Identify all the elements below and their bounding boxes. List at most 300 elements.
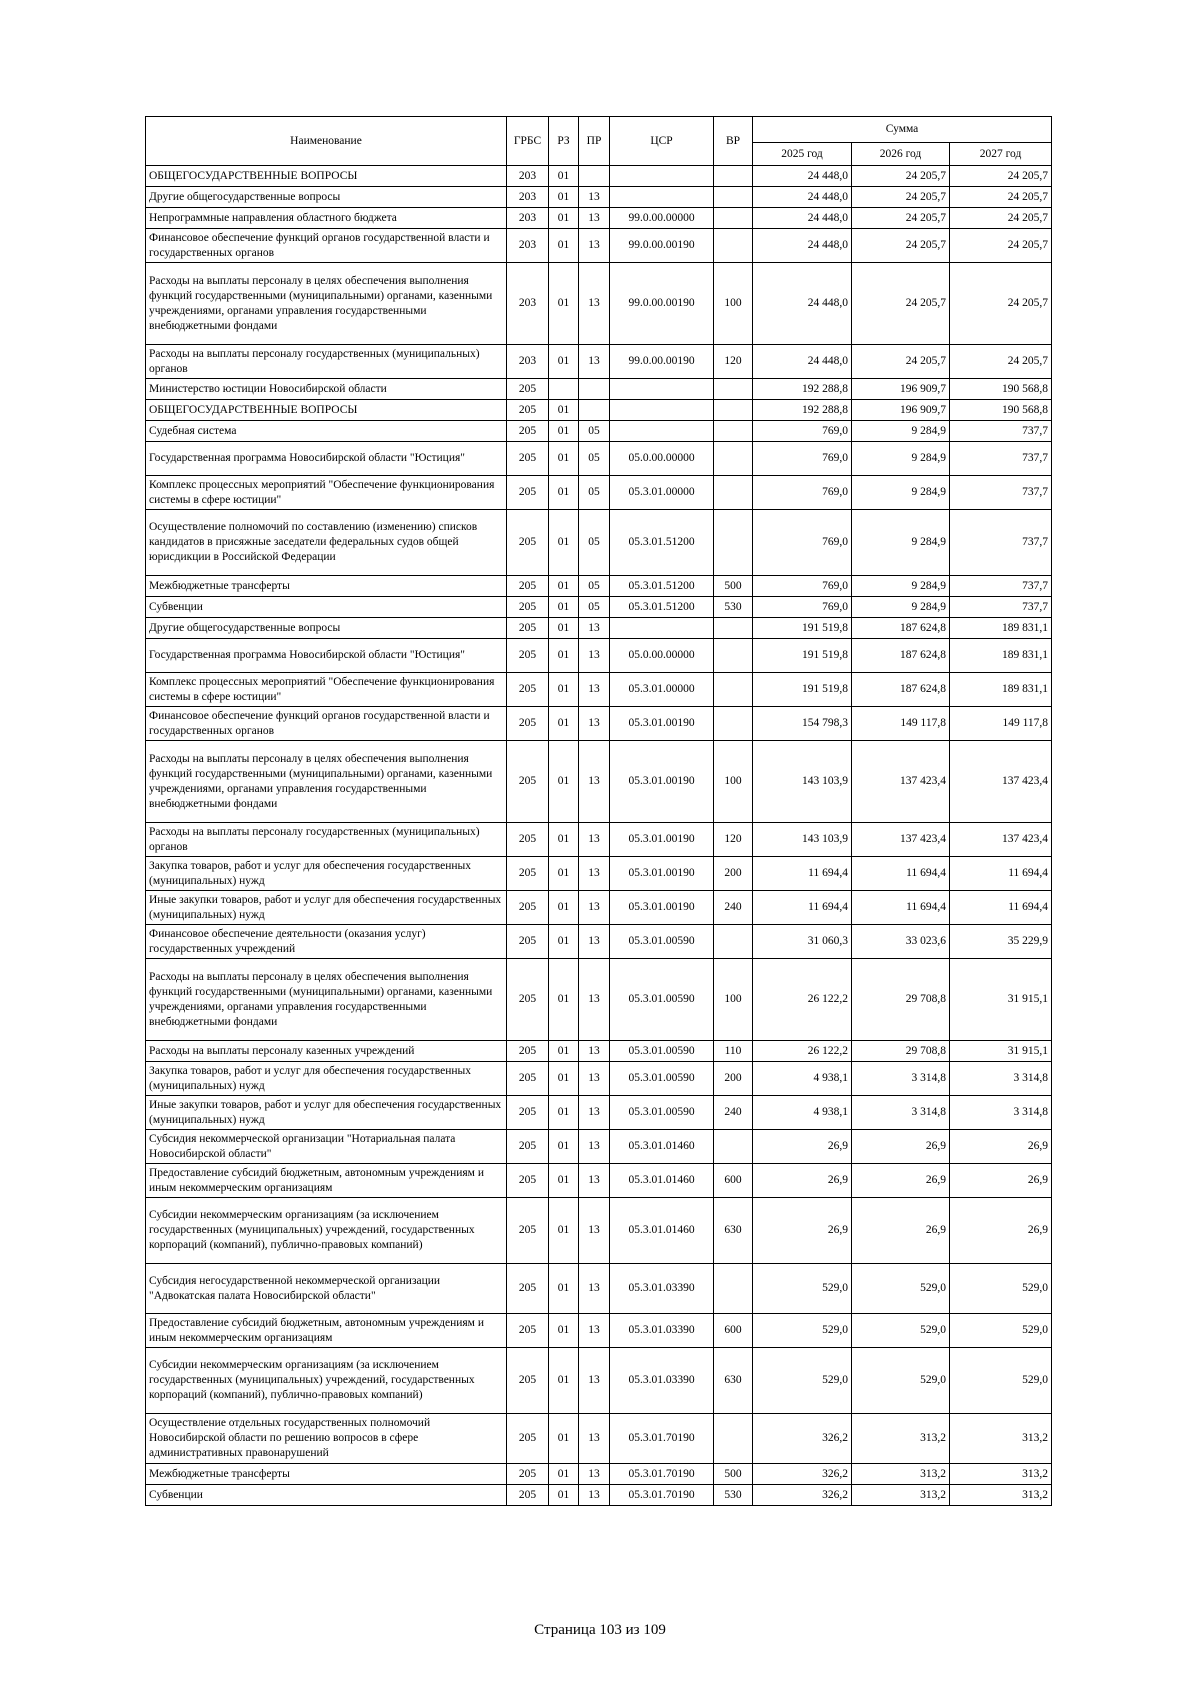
row-vr bbox=[714, 379, 753, 400]
row-csr: 05.3.01.00000 bbox=[610, 476, 714, 510]
row-vr: 240 bbox=[714, 1096, 753, 1130]
row-rz: 01 bbox=[549, 166, 579, 187]
row-sum-2026: 9 284,9 bbox=[852, 597, 950, 618]
row-name: Субсидии некоммерческим организациям (за исключением государственных (муниципальных) учреждений, государственных корпораций (компаний), публично-правовых компаний) bbox=[146, 1348, 507, 1414]
row-sum-2025: 529,0 bbox=[753, 1264, 852, 1314]
row-grbs: 205 bbox=[507, 618, 549, 639]
row-rz: 01 bbox=[549, 1414, 579, 1464]
row-sum-2027: 24 205,7 bbox=[950, 229, 1052, 263]
row-grbs: 205 bbox=[507, 1264, 549, 1314]
row-grbs: 205 bbox=[507, 379, 549, 400]
row-sum-2026: 137 423,4 bbox=[852, 741, 950, 823]
table-row bbox=[146, 741, 1052, 823]
row-rz: 01 bbox=[549, 1164, 579, 1198]
row-vr bbox=[714, 1130, 753, 1164]
row-csr: 05.0.00.00000 bbox=[610, 639, 714, 673]
row-sum-2027: 24 205,7 bbox=[950, 187, 1052, 208]
row-vr: 500 bbox=[714, 576, 753, 597]
row-sum-2026: 187 624,8 bbox=[852, 639, 950, 673]
row-vr bbox=[714, 1264, 753, 1314]
row-pr: 13 bbox=[579, 187, 610, 208]
row-grbs: 205 bbox=[507, 1096, 549, 1130]
row-csr: 05.3.01.03390 bbox=[610, 1314, 714, 1348]
table-row bbox=[146, 510, 1052, 576]
table-row bbox=[146, 857, 1052, 891]
row-name: Субвенции bbox=[146, 1485, 507, 1506]
table-row bbox=[146, 1198, 1052, 1264]
row-name: Иные закупки товаров, работ и услуг для обеспечения государственных (муниципальных) нужд bbox=[146, 891, 507, 925]
row-sum-2026: 24 205,7 bbox=[852, 345, 950, 379]
row-pr: 13 bbox=[579, 1062, 610, 1096]
row-vr bbox=[714, 707, 753, 741]
row-sum-2027: 313,2 bbox=[950, 1464, 1052, 1485]
table-row bbox=[146, 187, 1052, 208]
header-grbs: ГРБС bbox=[507, 117, 549, 166]
row-name: Закупка товаров, работ и услуг для обеспечения государственных (муниципальных) нужд bbox=[146, 1062, 507, 1096]
row-sum-2026: 3 314,8 bbox=[852, 1096, 950, 1130]
table-row bbox=[146, 166, 1052, 187]
row-sum-2027: 313,2 bbox=[950, 1485, 1052, 1506]
row-grbs: 205 bbox=[507, 1164, 549, 1198]
row-sum-2025: 769,0 bbox=[753, 476, 852, 510]
row-sum-2025: 192 288,8 bbox=[753, 400, 852, 421]
row-rz: 01 bbox=[549, 1348, 579, 1414]
row-csr: 99.0.00.00190 bbox=[610, 345, 714, 379]
header-csr: ЦСР bbox=[610, 117, 714, 166]
row-name: Комплекс процессных мероприятий "Обеспечение функционирования системы в сфере юстиции" bbox=[146, 673, 507, 707]
row-grbs: 203 bbox=[507, 345, 549, 379]
row-sum-2025: 769,0 bbox=[753, 576, 852, 597]
row-sum-2025: 26,9 bbox=[753, 1198, 852, 1264]
row-name: Расходы на выплаты персоналу государственных (муниципальных) органов bbox=[146, 345, 507, 379]
row-pr bbox=[579, 166, 610, 187]
row-sum-2025: 26 122,2 bbox=[753, 959, 852, 1041]
row-vr bbox=[714, 166, 753, 187]
row-grbs: 205 bbox=[507, 673, 549, 707]
table-row bbox=[146, 208, 1052, 229]
row-vr bbox=[714, 187, 753, 208]
row-sum-2025: 191 519,8 bbox=[753, 673, 852, 707]
row-rz: 01 bbox=[549, 421, 579, 442]
row-vr: 200 bbox=[714, 857, 753, 891]
row-grbs: 205 bbox=[507, 1062, 549, 1096]
row-csr: 05.3.01.00590 bbox=[610, 959, 714, 1041]
row-sum-2027: 24 205,7 bbox=[950, 166, 1052, 187]
row-sum-2027: 31 915,1 bbox=[950, 1041, 1052, 1062]
row-rz: 01 bbox=[549, 959, 579, 1041]
row-sum-2027: 737,7 bbox=[950, 442, 1052, 476]
row-sum-2027: 529,0 bbox=[950, 1314, 1052, 1348]
table-row bbox=[146, 476, 1052, 510]
row-sum-2026: 313,2 bbox=[852, 1414, 950, 1464]
row-grbs: 205 bbox=[507, 1314, 549, 1348]
row-sum-2025: 11 694,4 bbox=[753, 891, 852, 925]
row-vr: 530 bbox=[714, 1485, 753, 1506]
row-sum-2026: 9 284,9 bbox=[852, 442, 950, 476]
row-sum-2025: 769,0 bbox=[753, 442, 852, 476]
table-header bbox=[146, 117, 1052, 166]
row-grbs: 205 bbox=[507, 823, 549, 857]
row-vr: 120 bbox=[714, 823, 753, 857]
row-sum-2027: 189 831,1 bbox=[950, 618, 1052, 639]
header-year-2026: 2026 год bbox=[852, 143, 950, 166]
row-vr: 630 bbox=[714, 1198, 753, 1264]
row-sum-2027: 26,9 bbox=[950, 1164, 1052, 1198]
row-vr bbox=[714, 1414, 753, 1464]
row-sum-2027: 529,0 bbox=[950, 1348, 1052, 1414]
row-pr: 13 bbox=[579, 707, 610, 741]
row-grbs: 205 bbox=[507, 1485, 549, 1506]
row-csr bbox=[610, 400, 714, 421]
row-sum-2026: 29 708,8 bbox=[852, 959, 950, 1041]
row-grbs: 205 bbox=[507, 576, 549, 597]
row-sum-2026: 24 205,7 bbox=[852, 166, 950, 187]
row-name: Финансовое обеспечение деятельности (оказания услуг) государственных учреждений bbox=[146, 925, 507, 959]
row-sum-2026: 33 023,6 bbox=[852, 925, 950, 959]
row-sum-2026: 529,0 bbox=[852, 1348, 950, 1414]
row-csr bbox=[610, 166, 714, 187]
row-sum-2025: 143 103,9 bbox=[753, 741, 852, 823]
row-rz: 01 bbox=[549, 1314, 579, 1348]
row-grbs: 205 bbox=[507, 510, 549, 576]
row-pr: 13 bbox=[579, 1414, 610, 1464]
row-vr bbox=[714, 442, 753, 476]
table-row bbox=[146, 618, 1052, 639]
row-sum-2025: 24 448,0 bbox=[753, 166, 852, 187]
row-grbs: 205 bbox=[507, 707, 549, 741]
row-grbs: 203 bbox=[507, 166, 549, 187]
row-sum-2025: 26,9 bbox=[753, 1130, 852, 1164]
row-vr: 110 bbox=[714, 1041, 753, 1062]
row-grbs: 203 bbox=[507, 229, 549, 263]
row-name: Иные закупки товаров, работ и услуг для обеспечения государственных (муниципальных) нужд bbox=[146, 1096, 507, 1130]
row-pr: 13 bbox=[579, 1198, 610, 1264]
row-rz: 01 bbox=[549, 639, 579, 673]
table-row bbox=[146, 639, 1052, 673]
row-sum-2026: 24 205,7 bbox=[852, 208, 950, 229]
table-row bbox=[146, 959, 1052, 1041]
row-sum-2027: 137 423,4 bbox=[950, 823, 1052, 857]
row-sum-2026: 11 694,4 bbox=[852, 891, 950, 925]
row-pr: 13 bbox=[579, 1096, 610, 1130]
budget-table bbox=[145, 116, 1052, 1506]
row-name: Непрограммные направления областного бюджета bbox=[146, 208, 507, 229]
row-name: Межбюджетные трансферты bbox=[146, 576, 507, 597]
row-vr: 630 bbox=[714, 1348, 753, 1414]
row-name: Предоставление субсидий бюджетным, автономным учреждениям и иным некоммерческим организациям bbox=[146, 1314, 507, 1348]
row-vr: 120 bbox=[714, 345, 753, 379]
row-pr: 13 bbox=[579, 741, 610, 823]
row-grbs: 205 bbox=[507, 597, 549, 618]
row-vr: 530 bbox=[714, 597, 753, 618]
row-vr bbox=[714, 421, 753, 442]
row-grbs: 205 bbox=[507, 476, 549, 510]
row-rz: 01 bbox=[549, 618, 579, 639]
row-csr: 05.3.01.00190 bbox=[610, 741, 714, 823]
row-name: ОБЩЕГОСУДАРСТВЕННЫЕ ВОПРОСЫ bbox=[146, 400, 507, 421]
row-grbs: 205 bbox=[507, 1130, 549, 1164]
row-name: Государственная программа Новосибирской области "Юстиция" bbox=[146, 639, 507, 673]
row-vr bbox=[714, 229, 753, 263]
row-rz: 01 bbox=[549, 187, 579, 208]
row-name: Субвенции bbox=[146, 597, 507, 618]
row-vr bbox=[714, 510, 753, 576]
row-rz: 01 bbox=[549, 345, 579, 379]
header-pr: ПР bbox=[579, 117, 610, 166]
row-sum-2025: 26,9 bbox=[753, 1164, 852, 1198]
row-sum-2025: 24 448,0 bbox=[753, 208, 852, 229]
table-body bbox=[146, 166, 1052, 1506]
header-year-2027: 2027 год bbox=[950, 143, 1052, 166]
row-rz: 01 bbox=[549, 1130, 579, 1164]
row-csr: 05.3.01.00590 bbox=[610, 1062, 714, 1096]
row-rz: 01 bbox=[549, 857, 579, 891]
row-sum-2027: 26,9 bbox=[950, 1198, 1052, 1264]
row-csr: 99.0.00.00000 bbox=[610, 208, 714, 229]
row-grbs: 205 bbox=[507, 1198, 549, 1264]
row-sum-2026: 137 423,4 bbox=[852, 823, 950, 857]
table-row bbox=[146, 1130, 1052, 1164]
row-pr: 05 bbox=[579, 510, 610, 576]
row-rz bbox=[549, 379, 579, 400]
row-sum-2025: 769,0 bbox=[753, 510, 852, 576]
row-pr: 13 bbox=[579, 639, 610, 673]
row-name: Закупка товаров, работ и услуг для обеспечения государственных (муниципальных) нужд bbox=[146, 857, 507, 891]
row-name: Министерство юстиции Новосибирской области bbox=[146, 379, 507, 400]
row-sum-2026: 187 624,8 bbox=[852, 673, 950, 707]
row-sum-2025: 24 448,0 bbox=[753, 187, 852, 208]
row-pr: 13 bbox=[579, 345, 610, 379]
row-vr bbox=[714, 400, 753, 421]
row-grbs: 205 bbox=[507, 741, 549, 823]
row-vr: 100 bbox=[714, 741, 753, 823]
row-sum-2026: 3 314,8 bbox=[852, 1062, 950, 1096]
row-sum-2027: 137 423,4 bbox=[950, 741, 1052, 823]
row-sum-2027: 529,0 bbox=[950, 1264, 1052, 1314]
row-csr bbox=[610, 618, 714, 639]
row-sum-2027: 737,7 bbox=[950, 421, 1052, 442]
page-number: Страница 103 из 109 bbox=[534, 1622, 666, 1638]
row-sum-2026: 196 909,7 bbox=[852, 379, 950, 400]
row-sum-2025: 154 798,3 bbox=[753, 707, 852, 741]
table-row bbox=[146, 1414, 1052, 1464]
row-rz: 01 bbox=[549, 400, 579, 421]
row-sum-2025: 11 694,4 bbox=[753, 857, 852, 891]
row-grbs: 205 bbox=[507, 1041, 549, 1062]
table-row bbox=[146, 1314, 1052, 1348]
row-name: ОБЩЕГОСУДАРСТВЕННЫЕ ВОПРОСЫ bbox=[146, 166, 507, 187]
row-sum-2026: 29 708,8 bbox=[852, 1041, 950, 1062]
row-sum-2027: 737,7 bbox=[950, 476, 1052, 510]
row-grbs: 203 bbox=[507, 263, 549, 345]
row-sum-2025: 26 122,2 bbox=[753, 1041, 852, 1062]
header-name: Наименование bbox=[146, 117, 507, 166]
row-sum-2026: 26,9 bbox=[852, 1198, 950, 1264]
row-pr: 13 bbox=[579, 1314, 610, 1348]
row-sum-2027: 190 568,8 bbox=[950, 379, 1052, 400]
row-vr: 500 bbox=[714, 1464, 753, 1485]
table-row bbox=[146, 673, 1052, 707]
row-name: Расходы на выплаты персоналу государственных (муниципальных) органов bbox=[146, 823, 507, 857]
table-row bbox=[146, 597, 1052, 618]
row-sum-2027: 11 694,4 bbox=[950, 891, 1052, 925]
row-csr bbox=[610, 421, 714, 442]
row-vr bbox=[714, 925, 753, 959]
row-pr: 13 bbox=[579, 1130, 610, 1164]
row-rz: 01 bbox=[549, 1198, 579, 1264]
row-pr: 13 bbox=[579, 229, 610, 263]
row-pr: 13 bbox=[579, 925, 610, 959]
row-pr: 13 bbox=[579, 823, 610, 857]
row-csr: 05.3.01.51200 bbox=[610, 597, 714, 618]
header-sum: Сумма bbox=[753, 117, 1052, 143]
row-pr: 13 bbox=[579, 1264, 610, 1314]
row-sum-2027: 190 568,8 bbox=[950, 400, 1052, 421]
row-csr bbox=[610, 379, 714, 400]
row-pr: 05 bbox=[579, 576, 610, 597]
table-row bbox=[146, 1464, 1052, 1485]
row-name: Другие общегосударственные вопросы bbox=[146, 187, 507, 208]
row-rz: 01 bbox=[549, 823, 579, 857]
row-grbs: 205 bbox=[507, 857, 549, 891]
row-vr bbox=[714, 476, 753, 510]
table-row bbox=[146, 229, 1052, 263]
row-sum-2025: 4 938,1 bbox=[753, 1096, 852, 1130]
row-grbs: 205 bbox=[507, 421, 549, 442]
row-vr bbox=[714, 208, 753, 229]
row-grbs: 205 bbox=[507, 639, 549, 673]
row-sum-2026: 26,9 bbox=[852, 1164, 950, 1198]
row-sum-2026: 26,9 bbox=[852, 1130, 950, 1164]
row-grbs: 203 bbox=[507, 187, 549, 208]
row-pr: 13 bbox=[579, 263, 610, 345]
row-vr bbox=[714, 673, 753, 707]
row-name: Межбюджетные трансферты bbox=[146, 1464, 507, 1485]
table-row bbox=[146, 379, 1052, 400]
row-vr: 240 bbox=[714, 891, 753, 925]
row-rz: 01 bbox=[549, 1485, 579, 1506]
row-pr: 05 bbox=[579, 597, 610, 618]
row-csr bbox=[610, 187, 714, 208]
table-row bbox=[146, 442, 1052, 476]
row-pr: 13 bbox=[579, 1464, 610, 1485]
row-sum-2027: 149 117,8 bbox=[950, 707, 1052, 741]
row-rz: 01 bbox=[549, 263, 579, 345]
table-row bbox=[146, 823, 1052, 857]
row-pr: 13 bbox=[579, 959, 610, 1041]
row-sum-2026: 9 284,9 bbox=[852, 510, 950, 576]
row-name: Комплекс процессных мероприятий "Обеспечение функционирования системы в сфере юстиции" bbox=[146, 476, 507, 510]
row-sum-2027: 313,2 bbox=[950, 1414, 1052, 1464]
table-row bbox=[146, 707, 1052, 741]
row-sum-2027: 11 694,4 bbox=[950, 857, 1052, 891]
row-rz: 01 bbox=[549, 510, 579, 576]
row-csr: 05.3.01.00190 bbox=[610, 891, 714, 925]
row-name: Финансовое обеспечение функций органов государственной власти и государственных органов bbox=[146, 707, 507, 741]
row-pr: 13 bbox=[579, 891, 610, 925]
row-rz: 01 bbox=[549, 1096, 579, 1130]
row-rz: 01 bbox=[549, 1464, 579, 1485]
row-csr: 05.3.01.03390 bbox=[610, 1264, 714, 1314]
row-csr: 05.3.01.00000 bbox=[610, 673, 714, 707]
row-rz: 01 bbox=[549, 442, 579, 476]
row-sum-2025: 143 103,9 bbox=[753, 823, 852, 857]
row-csr: 05.3.01.00190 bbox=[610, 707, 714, 741]
row-sum-2027: 24 205,7 bbox=[950, 208, 1052, 229]
row-rz: 01 bbox=[549, 741, 579, 823]
row-csr: 05.3.01.70190 bbox=[610, 1464, 714, 1485]
row-name: Государственная программа Новосибирской области "Юстиция" bbox=[146, 442, 507, 476]
row-pr bbox=[579, 379, 610, 400]
row-name: Расходы на выплаты персоналу в целях обеспечения выполнения функций государственными (муниципальными) органами, казенными учреждениями, органами управления государственными внебюджетными фондами bbox=[146, 741, 507, 823]
table-row bbox=[146, 1096, 1052, 1130]
table-row bbox=[146, 1485, 1052, 1506]
row-rz: 01 bbox=[549, 576, 579, 597]
row-grbs: 203 bbox=[507, 208, 549, 229]
row-vr bbox=[714, 639, 753, 673]
row-sum-2026: 313,2 bbox=[852, 1485, 950, 1506]
row-sum-2026: 24 205,7 bbox=[852, 263, 950, 345]
header-rz: РЗ bbox=[549, 117, 579, 166]
row-name: Предоставление субсидий бюджетным, автономным учреждениям и иным некоммерческим организациям bbox=[146, 1164, 507, 1198]
row-sum-2026: 149 117,8 bbox=[852, 707, 950, 741]
row-grbs: 205 bbox=[507, 400, 549, 421]
row-sum-2025: 529,0 bbox=[753, 1314, 852, 1348]
row-vr: 100 bbox=[714, 959, 753, 1041]
row-sum-2025: 191 519,8 bbox=[753, 639, 852, 673]
row-pr: 05 bbox=[579, 421, 610, 442]
row-sum-2027: 189 831,1 bbox=[950, 673, 1052, 707]
row-csr: 05.3.01.03390 bbox=[610, 1348, 714, 1414]
row-grbs: 205 bbox=[507, 1348, 549, 1414]
table-row bbox=[146, 263, 1052, 345]
row-csr: 05.0.00.00000 bbox=[610, 442, 714, 476]
row-sum-2025: 769,0 bbox=[753, 421, 852, 442]
row-pr: 13 bbox=[579, 618, 610, 639]
table-row bbox=[146, 925, 1052, 959]
row-sum-2027: 3 314,8 bbox=[950, 1062, 1052, 1096]
row-csr: 05.3.01.01460 bbox=[610, 1130, 714, 1164]
row-sum-2025: 192 288,8 bbox=[753, 379, 852, 400]
row-pr: 05 bbox=[579, 476, 610, 510]
row-pr: 13 bbox=[579, 1164, 610, 1198]
row-sum-2026: 24 205,7 bbox=[852, 187, 950, 208]
row-sum-2025: 326,2 bbox=[753, 1464, 852, 1485]
row-name: Расходы на выплаты персоналу в целях обеспечения выполнения функций государственными (муниципальными) органами, казенными учреждениями, органами управления государственными внебюджетными фондами bbox=[146, 959, 507, 1041]
table-row bbox=[146, 345, 1052, 379]
row-sum-2026: 9 284,9 bbox=[852, 421, 950, 442]
row-vr: 600 bbox=[714, 1314, 753, 1348]
row-csr: 99.0.00.00190 bbox=[610, 229, 714, 263]
row-sum-2025: 326,2 bbox=[753, 1414, 852, 1464]
row-sum-2027: 3 314,8 bbox=[950, 1096, 1052, 1130]
row-rz: 01 bbox=[549, 208, 579, 229]
table-row bbox=[146, 891, 1052, 925]
header-vr: ВР bbox=[714, 117, 753, 166]
row-vr bbox=[714, 618, 753, 639]
row-sum-2026: 187 624,8 bbox=[852, 618, 950, 639]
row-rz: 01 bbox=[549, 707, 579, 741]
row-sum-2025: 4 938,1 bbox=[753, 1062, 852, 1096]
row-sum-2026: 529,0 bbox=[852, 1314, 950, 1348]
row-csr: 05.3.01.00590 bbox=[610, 1096, 714, 1130]
row-vr: 600 bbox=[714, 1164, 753, 1198]
row-csr: 05.3.01.00590 bbox=[610, 1041, 714, 1062]
table-row bbox=[146, 1164, 1052, 1198]
table-row bbox=[146, 1062, 1052, 1096]
row-sum-2027: 24 205,7 bbox=[950, 263, 1052, 345]
row-pr bbox=[579, 400, 610, 421]
